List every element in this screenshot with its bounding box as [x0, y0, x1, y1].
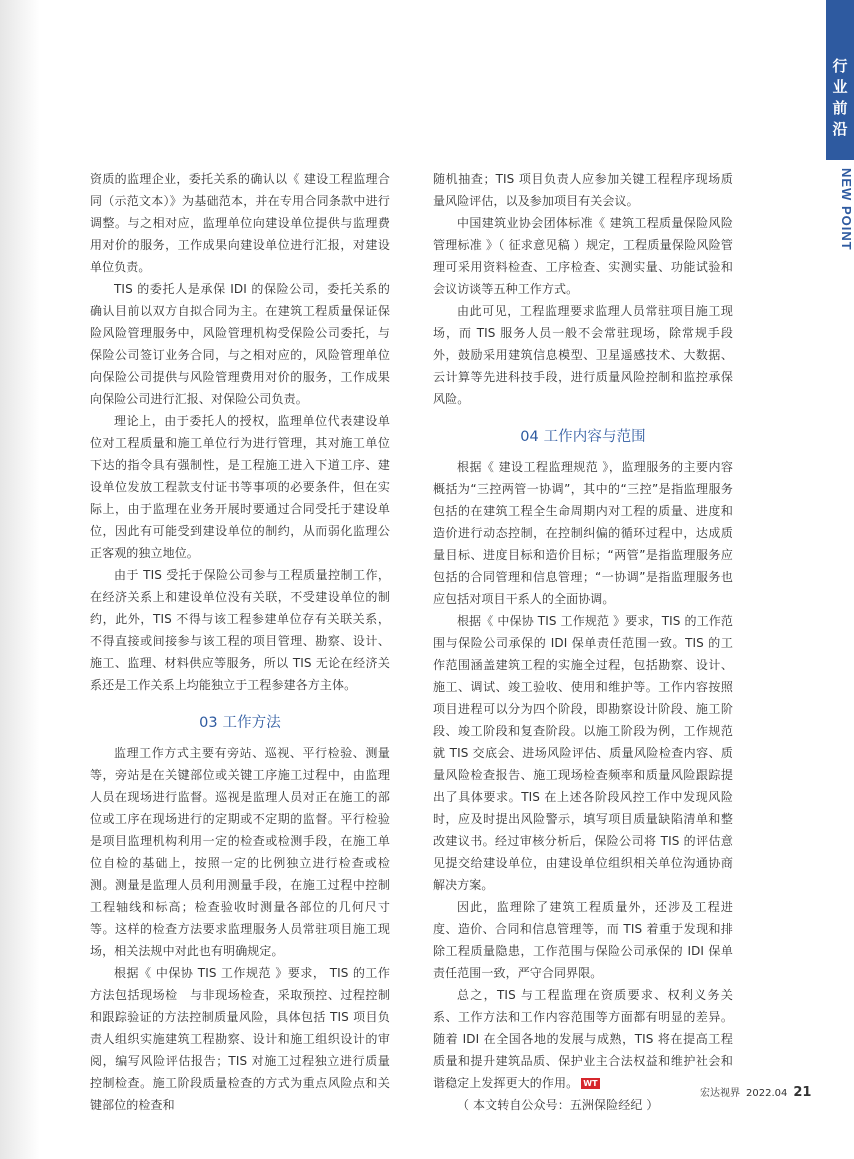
section-tab-char: 前 [832, 99, 848, 117]
source-note: （ 本文转自公众号：五洲保险经纪 ） [457, 1098, 659, 1112]
section-tab-char: 行 [832, 57, 848, 75]
magazine-name: 宏达视界 [700, 1088, 740, 1099]
paragraph [433, 984, 733, 1094]
section-heading: 04 工作内容与范围 [520, 429, 646, 445]
paragraph: 根据《 中保协 TIS 工作规范 》要求， TIS 的工作方法包括现场检 与非现场检查，采取预控、过程控制和跟踪验证的方法控制质量风险，具体包括 TIS 项目负责人组织实施建筑工程勘察、设计和施工组织设计的审阅，编写风险评估报告；TIS 对施工过程独立进行质量控制检查。施工阶段质量检查的方式为重点风险点和关键部位的检查和 [90, 966, 390, 1112]
page-gutter-shadow [0, 0, 40, 1159]
page-number: 21 [793, 1085, 812, 1100]
paragraph: TIS 的委托人是承保 IDI 的保险公司，委托关系的确认目前以双方自拟合同为主。在建筑工程质量保证保险风险管理服务中，风险管理机构受保险公司委托，与保险公司签订业务合同，与之相对应的，风险管理单位向保险公司提供与风险管理费用对价的服务，工作成果向保险公司进行汇报、对保险公司负责。 [90, 282, 390, 406]
paragraph: 由此可见，工程监理要求监理人员常驻项目施工现场，而 TIS 服务人员一般不会常驻现场，除常规手段外，鼓励采用建筑信息模型、卫星遥感技术、大数据、云计算等先进科技手段，进行质量风险控制和监控承保风险。 [433, 304, 733, 406]
paragraph: 由于 TIS 受托于保险公司参与工程质量控制工作，在经济关系上和建设单位没有关联，不受建设单位的制约，此外，TIS 不得与该工程参建单位存有关联关系，不得直接或间接参与该工程的项目管理、勘察、设计、施工、监理、材料供应等服务，所以 TIS 无论在经济关系还是工作关系上均能独立于工程参建各方主体。 [90, 568, 390, 692]
paragraph-text: 总之，TIS 与工程监理在资质要求、权利义务关系、工作方法和工作内容范围等方面都有明显的差异。随着 IDI 在全国各地的发展与成熟，TIS 将在提高工程质量和提升建筑品质、保护业主合法权益和维护社会和谐稳定上发挥更大的作用。 [433, 988, 733, 1090]
paragraph: 中国建筑业协会团体标准《 建筑工程质量保险风险管理标准 》（ 征求意见稿 ）规定，工程质量保险风险管理可采用资料检查、工序检查、实测实量、功能试验和会议访谈等五种工作方式。 [433, 216, 733, 296]
left-column [90, 168, 390, 1116]
section-tab [826, 0, 854, 160]
right-column [433, 168, 733, 1116]
issue-number: 2022.04 [746, 1088, 788, 1099]
section-heading: 03 工作方法 [199, 715, 281, 731]
page-footer [700, 1084, 811, 1104]
paragraph: 随机抽查；TIS 项目负责人应参加关键工程程序现场质量风险评估，以及参加项目有关会议。 [433, 172, 733, 208]
paragraph: 根据《 建设工程监理规范 》，监理服务的主要内容概括为“三控两管一协调”，其中的“三控”是指监理服务包括的在建筑工程全生命周期内对工程的质量、进度和造价进行动态控制，在控制纠偏的循环过程中，达成质量目标、进度目标和造价目标；“两管”是指监理服务应包括的合同管理和信息管理；“一协调”是指监理服务也应包括对项目干系人的全面协调。 [433, 460, 733, 606]
paragraph: 资质的监理企业，委托关系的确认以《 建设工程监理合同（示范文本）》为基础范本，并在专用合同条款中进行调整。与之相对应，监理单位向建设单位提供与监理费用对价的服务，工作成果向建设单位进行汇报，对建设单位负责。 [90, 172, 390, 274]
paragraph: 监理工作方式主要有旁站、巡视、平行检验、测量等，旁站是在关键部位或关键工序施工过程中，由监理人员在现场进行监督。巡视是监理人员对正在施工的部位或工序在现场进行的定期或不定期的监督。平行检验是项目监理机构利用一定的检查或检测手段，在施工单位自检的基础上，按照一定的比例独立进行检查或检测。测量是监理人员利用测量手段，在施工过程中控制工程轴线和标高；检查验收时测量各部位的几何尺寸等。这样的检查方法要求监理服务人员常驻项目施工现场，相关法规中对此也有明确规定。 [90, 746, 390, 958]
section-tab-english: NEW POINT [839, 168, 854, 251]
paragraph: 根据《 中保协 TIS 工作规范 》要求，TIS 的工作范围与保险公司承保的 IDI 保单责任范围一致。TIS 的工作范围涵盖建筑工程的实施全过程，包括勘察、设计、施工、调试、竣工验收、使用和维护等。工作内容按照项目进程可以分为四个阶段，即勘察设计阶段、施工阶段、竣工阶段和复查阶段。以施工阶段为例，工作规范就 TIS 交底会、进场风险评估、质量风险检查内容、质量风险检查报告、施工现场检查频率和质量风险跟踪提出了具体要求。TIS 在上述各阶段风控工作中发现风险时，应及时提出风险警示，填写项目质量缺陷清单和整改建议书。经过审核分析后，保险公司将 TIS 的评估意见提交给建设单位，由建设单位组织相关单位沟通协商解决方案。 [433, 614, 733, 892]
section-tab-char: 业 [832, 78, 848, 96]
section-tab-char: 沿 [832, 120, 848, 138]
end-mark-badge: WT [583, 1079, 598, 1088]
paragraph: 因此，监理除了建筑工程质量外，还涉及工程进度、造价、合同和信息管理等，而 TIS 着重于发现和排除工程质量隐患，工作范围与保险公司承保的 IDI 保单责任范围一致，严守合同界限。 [433, 900, 733, 980]
paragraph: 理论上，由于委托人的授权，监理单位代表建设单位对工程质量和施工单位行为进行管理，其对施工单位下达的指令具有强制性，是工程施工进入下道工序、建设单位发放工程款支付证书等事项的必要条件，但在实际上，由于监理在业务开展时要通过合同受托于建设单位，因此有可能受到建设单位的制约，从而弱化监理公正客观的独立地位。 [90, 414, 390, 560]
